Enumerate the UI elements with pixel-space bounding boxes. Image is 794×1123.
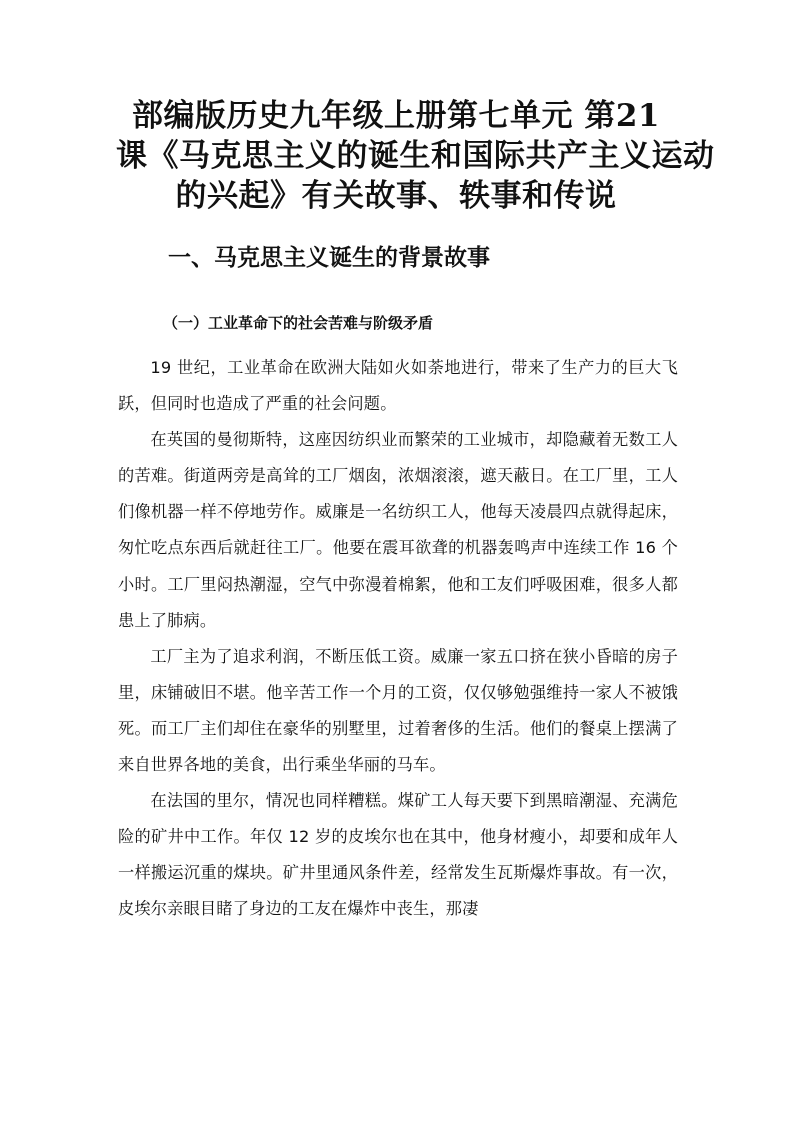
title-line-2: 课《马克思主义的诞生和国际共产主义运动 — [116, 138, 715, 174]
paragraph-1: 19 世纪，工业革命在欧洲大陆如火如荼地进行，带来了生产力的巨大飞跃，但同时也造成了严重的社会问题。 — [118, 358, 678, 414]
body-text — [118, 350, 678, 928]
title-line-1: 部编版历史九年级上册第七单元 第21 — [132, 98, 660, 134]
subsection-heading: （一）工业革命下的社会苦难与阶级矛盾 — [163, 314, 434, 332]
document-title — [116, 96, 715, 216]
paragraph-4: 在法国的里尔，情况也同样糟糕。煤矿工人每天要下到黑暗潮湿、充满危险的矿井中工作。年仅 12 岁的皮埃尔也在其中，他身材瘦小，却要和成年人一样搬运沉重的煤块。矿井里通风条件差，经常发生瓦斯爆炸事故。有一次，皮埃尔亲眼目睹了身边的工友在爆炸中丧生，那凄 — [118, 791, 678, 919]
paragraph-3: 工厂主为了追求利润，不断压低工资。威廉一家五口挤在狭小昏暗的房子里，床铺破旧不堪。他辛苦工作一个月的工资，仅仅够勉强维持一家人不被饿死。而工厂主们却住在豪华的别墅里，过着奢侈的生活。他们的餐桌上摆满了来自世界各地的美食，出行乘坐华丽的马车。 — [118, 646, 678, 775]
title-line-3: 的兴起》有关故事、轶事和传说 — [175, 178, 617, 214]
section-heading: 一、马克思主义诞生的背景故事 — [168, 244, 490, 271]
paragraph-2: 在英国的曼彻斯特，这座因纺织业而繁荣的工业城市，却隐藏着无数工人的苦难。街道两旁是高耸的工厂烟囱，浓烟滚滚，遮天蔽日。在工厂里，工人们像机器一样不停地劳作。威廉是一名纺织工人，他每天凌晨四点就得起床，匆忙吃点东西后就赶往工厂。他要在震耳欲聋的机器轰鸣声中连续工作 16 个小时。工厂里闷热潮湿，空气中弥漫着棉絮，他和工友们呼吸困难，很多人都患上了肺病。 — [118, 430, 678, 630]
